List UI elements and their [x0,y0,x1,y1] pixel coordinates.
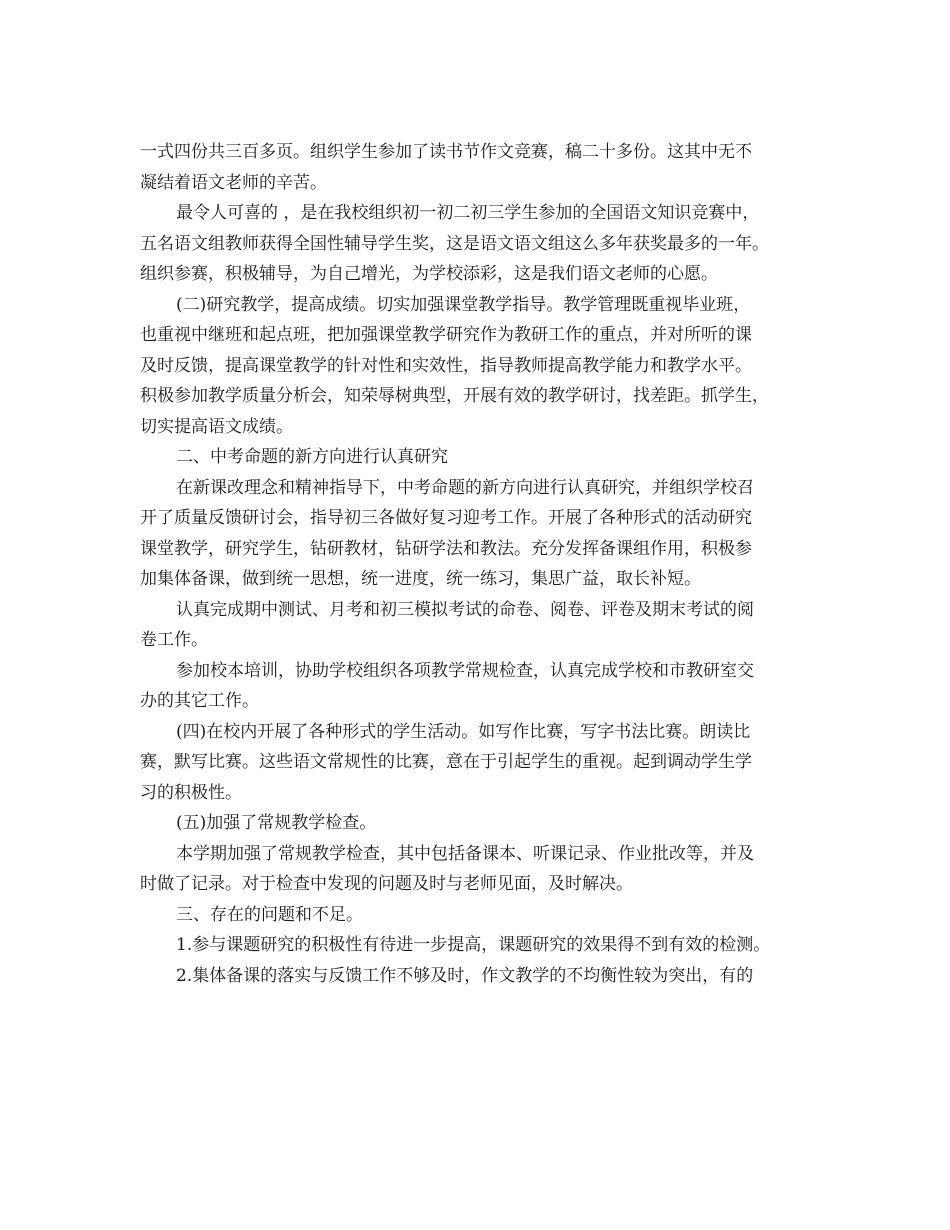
text-line: 办的其它工作。 [140,691,259,711]
text-line: (四)在校内开展了各种形式的学生活动。如写作比赛，写字书法比赛。朗读比 [176,721,751,742]
text-line: 开了质量反馈研讨会，指导初三各做好复习迎考工作。开展了各种形式的活动研究 [140,508,752,528]
text-line: 课堂教学，研究学生，钻研教材，钻研学法和教法。充分发挥备课组作用，积极参 [140,538,752,559]
text-line: 加集体备课，做到统一思想，统一进度，统一练习，集思广益，取长补短。 [140,569,701,589]
text-line: 凝结着语文老师的辛苦。 [140,172,327,193]
text-line: 习的积极性。 [140,782,242,803]
text-line: 最令人可喜的 ，是在我校组织初一初二初三学生参加的全国语文知识竞赛中， [176,203,760,223]
document-body [140,137,820,991]
text-line: 二、中考命题的新方向进行认真研究 [176,447,448,467]
text-line: 积极参加教学质量分析会，知荣辱树典型，开展有效的教学研讨，找差距。抓学生， [140,386,769,406]
text-line: 认真完成期中测试、月考和初三模拟考试的命卷、阅卷、评卷及期末考试的阅 [176,599,754,620]
text-line: (二)研究教学，提高成绩。切实加强课堂教学指导。教学管理既重视毕业班， [176,294,751,315]
text-line: 一式四份共三百多页。组织学生参加了读书节作文竞赛，稿二十多份。这其中无不 [140,142,752,162]
text-line: 参加校本培训，协助学校组织各项教学常规检查，认真完成学校和市教研室交 [176,660,754,681]
text-line: 时做了记录。对于检查中发现的问题及时与老师见面，及时解决。 [140,874,633,894]
text-line: 三、存在的问题和不足。 [176,904,363,925]
text-line: (五)加强了常规教学检查。 [176,813,377,833]
text-line: 2.集体备课的落实与反馈工作不够及时，作文教学的不均衡性较为突出，有的 [176,965,754,986]
text-line: 赛，默写比赛。这些语文常规性的比赛，意在于引起学生的重视。起到调动学生学 [140,752,752,772]
text-line: 在新课改理念和精神指导下，中考命题的新方向进行认真研究，并组织学校召 [176,477,754,498]
text-line: 卷工作。 [140,630,208,650]
text-line: 切实提高语文成绩。 [140,416,293,437]
text-line: 本学期加强了常规教学检查，其中包括备课本、听课记录、作业批改等，并及 [176,843,754,864]
text-line: 1.参与课题研究的积极性有待进一步提高，课题研究的效果得不到有效的检测。 [176,935,771,955]
text-line: 组织参赛，积极辅导，为自己增光，为学校添彩，这是我们语文老师的心愿。 [140,264,718,284]
text-line: 五名语文组教师获得全国性辅导学生奖，这是语文语文组这么多年获奖最多的一年。 [140,233,769,254]
text-line: 及时反馈，提高课堂教学的针对性和实效性，指导教师提高教学能力和教学水平。 [140,355,752,376]
text-line: 也重视中继班和起点班，把加强课堂教学研究作为教研工作的重点，并对所听的课 [140,325,752,345]
